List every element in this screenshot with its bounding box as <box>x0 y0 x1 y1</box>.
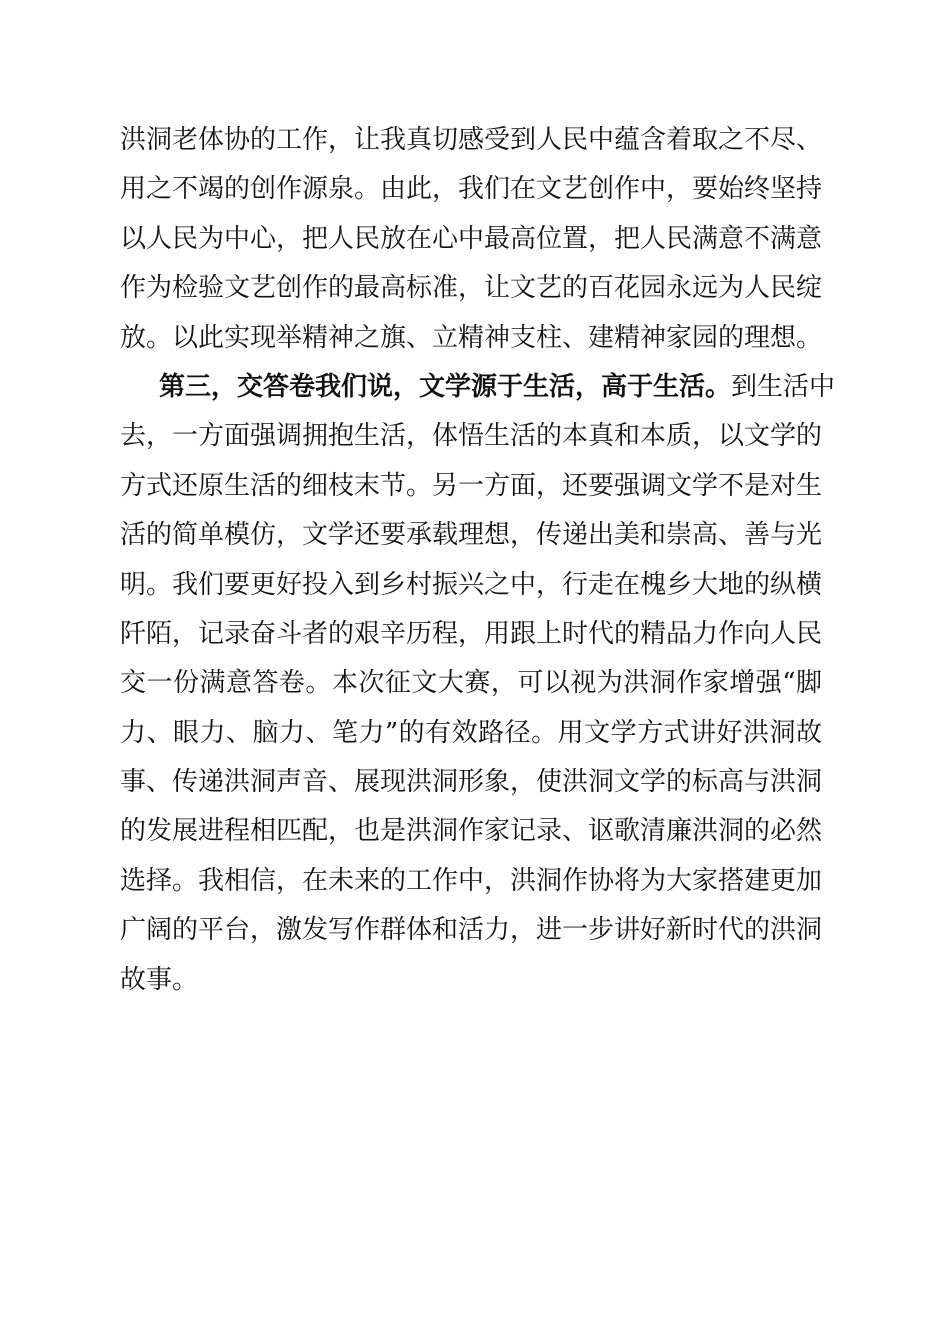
paragraph-2-line: 广阔的平台，激发写作群体和活力，进一步讲好新时代的洪洞 <box>120 915 823 946</box>
paragraph-1-line: 洪洞老体协的工作，让我真切感受到人民中蕴含着取之不尽、 <box>120 125 823 155</box>
paragraph-2-line: 明。我们要更好投入到乡村振兴之中，行走在槐乡大地的纵横 <box>120 569 823 600</box>
paragraph-2 <box>120 363 836 1005</box>
paragraph-2-line: 方式还原生活的细枝末节。另一方面，还要强调文学不是对生 <box>120 470 823 501</box>
paragraph-1-line: 放。以此实现举精神之旗、立精神支柱、建精神家园的理想。 <box>120 322 823 353</box>
paragraph-2-first-line-rest: 到生活中 <box>731 371 836 402</box>
paragraph-2-line: 交一份满意答卷。本次征文大赛，可以视为洪洞作家增强“脚 <box>120 668 822 699</box>
paragraph-2-line: 活的简单模仿，文学还要承载理想，传递出美和崇高、善与光 <box>120 520 823 551</box>
paragraph-2-line: 事、传递洪洞声音、展现洪洞形象，使洪洞文学的标高与洪洞 <box>120 767 823 798</box>
section-heading: 第三，交答卷我们说，文学源于生活，高于生活。 <box>159 371 732 402</box>
paragraph-1-line: 用之不竭的创作源泉。由此，我们在文艺创作中，要始终坚持 <box>120 174 823 205</box>
paragraph-1-line: 以人民为中心，把人民放在心中最高位置，把人民满意不满意 <box>120 223 823 254</box>
paragraph-2-line: 去，一方面强调拥抱生活，体悟生活的本真和本质，以文学的 <box>120 421 823 452</box>
paragraph-1-line: 作为检验文艺创作的最高标准，让文艺的百花园永远为人民绽 <box>120 273 823 304</box>
paragraph-2-line: 故事。 <box>120 964 199 995</box>
paragraph-2-first-line <box>120 363 836 412</box>
paragraph-2-line: 力、眼力、脑力、笔力”的有效路径。用文学方式讲好洪洞故 <box>120 717 822 748</box>
document-body <box>120 116 836 1005</box>
paragraph-2-line: 阡陌，记录奋斗者的艰辛历程，用跟上时代的精品力作向人民 <box>120 618 823 649</box>
paragraph-1 <box>120 116 822 363</box>
paragraph-2-line: 的发展进程相匹配，也是洪洞作家记录、讴歌清廉洪洞的必然 <box>120 816 823 847</box>
paragraph-2-line: 选择。我相信，在未来的工作中，洪洞作协将为大家搭建更加 <box>120 865 823 896</box>
